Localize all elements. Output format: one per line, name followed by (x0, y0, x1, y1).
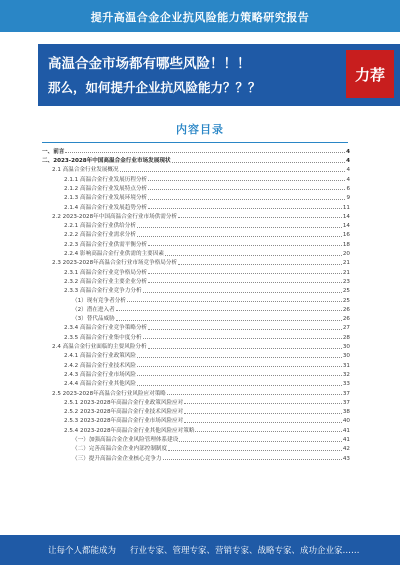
toc-leader-dots (178, 217, 342, 218)
toc-entry-page: 25 (342, 297, 350, 304)
toc-entry[interactable] (42, 406, 350, 415)
toc-entry[interactable] (42, 239, 350, 248)
toc-entry-page: 27 (342, 325, 350, 332)
toc-leader-dots (137, 375, 342, 376)
toc-entry-label: 2.5 2023-2028年高温合金行业风险应对策略 (52, 390, 166, 397)
toc-entry-label: 2.4.2 高温合金行业技术风险 (64, 362, 136, 369)
toc-leader-dots (148, 180, 345, 181)
toc-entry-label: 一、前言 (42, 148, 65, 155)
toc-entry-page: 4 (346, 158, 350, 165)
toc-entry-label: 2.2 2023-2028年中国高温合金行业市场供需分析 (52, 213, 178, 220)
toc-entry-page: 14 (342, 223, 350, 230)
toc-entry-page: 21 (342, 269, 350, 276)
toc-entry-label: （3）替代品威胁 (72, 316, 115, 323)
toc-leader-dots (168, 450, 342, 451)
toc-leader-dots (195, 431, 341, 432)
toc-entry-page: 30 (342, 344, 350, 351)
toc-entry-page: 9 (346, 195, 350, 202)
toc-entry[interactable] (42, 388, 350, 397)
toc-entry[interactable] (42, 276, 350, 285)
toc-entry-page: 30 (342, 353, 350, 360)
toc-leader-dots (184, 422, 342, 423)
toc-entry[interactable] (42, 453, 350, 462)
hero-line-2: 那么，如何提升企业抗风险能力？？？ (48, 80, 261, 95)
toc-leader-dots (167, 394, 342, 395)
toc-leader-dots (148, 189, 345, 190)
toc-leader-dots (148, 245, 342, 246)
toc-entry-label: （三）提升高温合金企业核心竞争力 (72, 455, 162, 462)
toc-leader-dots (179, 441, 342, 442)
toc-entry-page: 4 (346, 148, 350, 155)
toc-entry-page: 23 (342, 278, 350, 285)
toc-entry-page: 18 (342, 241, 350, 248)
toc-entry[interactable] (42, 397, 350, 406)
toc-leader-dots (184, 413, 342, 414)
toc-entry[interactable] (42, 351, 350, 360)
toc-entry-page: 28 (342, 334, 350, 341)
toc-leader-dots (120, 171, 346, 172)
toc-entry-label: 2.1.4 高温合金行业发展趋势分析 (64, 204, 148, 211)
toc-entry-label: 2.4.3 高温合金行业市场风险 (64, 371, 136, 378)
toc-entry-label: （二）完善高温合金企业内部控制制度 (72, 446, 168, 453)
toc-entry-page: 40 (342, 418, 350, 425)
toc-leader-dots (116, 320, 342, 321)
toc-leader-dots (143, 338, 342, 339)
toc-entry-label: 2.4.4 高温合金行业其他风险 (64, 381, 136, 388)
toc-entry-page: 4 (346, 167, 350, 174)
recommend-badge: 力荐 (346, 50, 394, 98)
toc-entry[interactable] (42, 434, 350, 443)
toc-entry[interactable] (42, 174, 350, 183)
toc-entry-page: 6 (346, 185, 350, 192)
toc-entry[interactable] (42, 341, 350, 350)
toc-leader-dots (127, 301, 342, 302)
toc-entry-page: 11 (342, 204, 350, 211)
toc-entry-label: 2.1 高温合金行业发展概况 (52, 167, 119, 174)
toc-entry-label: 2.3.5 高温合金行业集中度分析 (64, 334, 142, 341)
toc-entry-page: 26 (342, 316, 350, 323)
toc-entry-page: 20 (342, 251, 350, 258)
toc-entry-label: 2.2.3 高温合金行业供需平衡分析 (64, 241, 148, 248)
toc-entry-label: 二、2023-2028年中国高温合金行业市场发展现状 (42, 158, 171, 165)
toc-title: 内容目录 (176, 123, 224, 136)
toc-leader-dots (148, 273, 342, 274)
toc-entry[interactable] (42, 313, 350, 322)
toc-entry-page: 37 (342, 399, 350, 406)
toc-entry-page: 4 (346, 176, 350, 183)
toc-entry-label: 2.5.2 2023-2028年高温合金行业技术风险应对 (64, 409, 184, 416)
report-title: 提升高温合金企业抗风险能力策略研究报告 (90, 11, 310, 24)
toc-leader-dots (184, 403, 342, 404)
toc-entry-label: 2.1.2 高温合金行业发展特点分析 (64, 185, 148, 192)
toc-entry-page: 16 (342, 232, 350, 239)
toc-leader-dots (163, 459, 342, 460)
toc-entry[interactable] (42, 304, 350, 313)
toc-entry[interactable] (42, 416, 350, 425)
toc-entry-page: 37 (342, 390, 350, 397)
toc-entry-label: 2.3.3 高温合金行业竞争力分析 (64, 288, 142, 295)
toc-entry-label: 2.5.1 2023-2028年高温合金行业政策风险应对 (64, 399, 184, 406)
toc-entry-label: （2）潜在进入者 (72, 306, 115, 313)
toc-leader-dots (137, 385, 342, 386)
toc-entry-label: （一）加强高温合金企业风险管理体系建设 (72, 437, 179, 443)
toc-leader-dots (148, 282, 342, 283)
toc-entry-label: 2.3 2023-2028年高温合金行业市场竞争格局分析 (52, 260, 178, 267)
toc-entry-label: 2.5.3 2023-2028年高温合金行业市场风险应对 (64, 418, 184, 425)
toc-leader-dots (148, 348, 342, 349)
toc-entry-page: 26 (342, 306, 350, 313)
toc-leader-dots (65, 152, 345, 153)
footer-slogan: 让每个人都能成为 (48, 546, 117, 556)
top-banner (0, 0, 400, 32)
toc-entry-label: 2.4.1 高温合金行业政策风险 (64, 353, 136, 360)
toc-entry-label: 2.1.1 高温合金行业发展历程分析 (64, 176, 148, 183)
toc-entry-label: 2.3.2 高温合金行业主要企业分析 (64, 278, 148, 285)
toc-entry-page: 25 (342, 288, 350, 295)
toc-entry[interactable] (42, 230, 350, 239)
footer-tagline: 行业专家、管理专家、营销专家、战略专家、成功企业家…… (130, 546, 360, 556)
toc-entry-label: 2.2.4 影响高温合金行业供需的主要因素 (64, 251, 164, 258)
toc-entry-page: 14 (342, 213, 350, 220)
toc-leader-dots (137, 366, 342, 367)
toc-entry[interactable] (42, 155, 350, 164)
toc-entry-label: 2.5.4 2023-2028年高温合金行业其他风险应对策略 (64, 427, 195, 434)
toc-entry-page: 41 (342, 437, 350, 443)
toc-entry-page: 33 (342, 381, 350, 388)
toc-entry[interactable] (42, 378, 350, 387)
toc-entry-label: 2.4 高温合金行业面临的主要风险分析 (52, 344, 147, 351)
toc-entry[interactable] (42, 258, 350, 267)
table-of-contents (42, 146, 350, 462)
toc-leader-dots (148, 329, 342, 330)
toc-leader-dots (178, 264, 342, 265)
toc-entry[interactable] (42, 444, 350, 453)
toc-divider (42, 142, 348, 143)
toc-entry[interactable] (42, 211, 350, 220)
toc-entry[interactable] (42, 425, 350, 434)
toc-entry-label: 2.1.3 高温合金行业发展环境分析 (64, 195, 148, 202)
toc-entry-label: 2.3.4 高温合金行业竞争策略分析 (64, 325, 148, 332)
toc-leader-dots (137, 236, 342, 237)
toc-leader-dots (137, 357, 342, 358)
toc-entry-label: 2.2.1 高温合金行业供给分析 (64, 223, 136, 230)
toc-leader-dots (172, 162, 346, 163)
toc-entry-label: 2.2.2 高温合金行业需求分析 (64, 232, 136, 239)
hero-line-1: 高温合金市场都有哪些风险！！！ (48, 56, 251, 72)
toc-leader-dots (143, 292, 342, 293)
toc-entry[interactable] (42, 332, 350, 341)
toc-entry[interactable] (42, 248, 350, 257)
toc-entry-page: 43 (342, 455, 350, 462)
toc-entry[interactable] (42, 165, 350, 174)
toc-leader-dots (116, 310, 342, 311)
toc-entry[interactable] (42, 183, 350, 192)
toc-entry-page: 41 (342, 427, 350, 434)
toc-leader-dots (148, 199, 345, 200)
toc-entry[interactable] (42, 285, 350, 294)
toc-entry[interactable] (42, 295, 350, 304)
toc-entry[interactable] (42, 267, 350, 276)
toc-entry[interactable] (42, 360, 350, 369)
toc-entry[interactable] (42, 220, 350, 229)
toc-leader-dots (165, 255, 342, 256)
toc-entry-page: 31 (342, 362, 350, 369)
toc-entry[interactable] (42, 146, 350, 155)
toc-entry-label: 2.3.1 高温合金行业竞争格局分析 (64, 269, 148, 276)
toc-entry[interactable] (42, 192, 350, 201)
toc-entry-page: 32 (342, 371, 350, 378)
toc-entry-page: 38 (342, 409, 350, 416)
toc-leader-dots (137, 227, 342, 228)
footer-banner (0, 535, 400, 565)
toc-entry-page: 42 (342, 446, 350, 453)
toc-entry[interactable] (42, 369, 350, 378)
toc-leader-dots (148, 208, 342, 209)
toc-entry-page: 21 (342, 260, 350, 267)
toc-entry[interactable] (42, 202, 350, 211)
toc-entry[interactable] (42, 323, 350, 332)
toc-entry-label: （1）现有竞争者分析 (72, 297, 126, 304)
